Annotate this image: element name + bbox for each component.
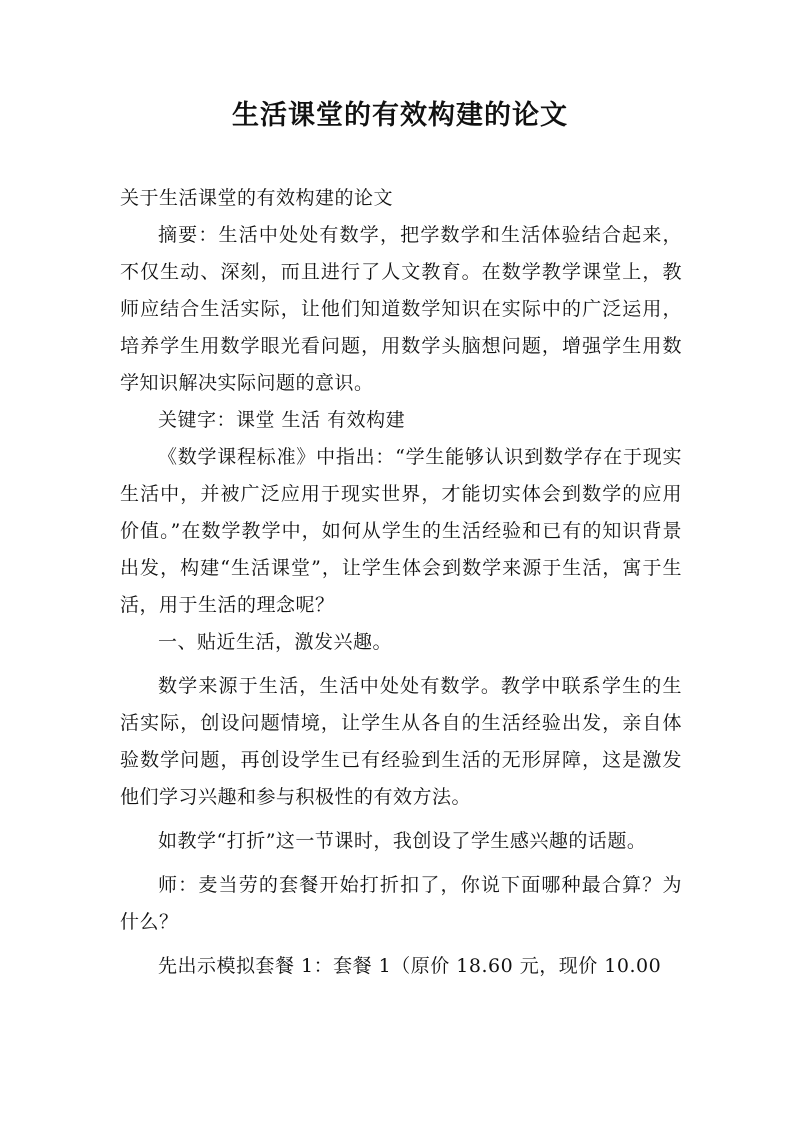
paragraph-meal-package: 先出示模拟套餐 1：套餐 1（原价 18.60 元，现价 10.00 xyxy=(158,955,662,977)
paragraph-teacher-question: 师：麦当劳的套餐开始打折扣了，你说下面哪种最合算？为什么？ xyxy=(120,874,682,933)
document-body xyxy=(120,180,682,985)
paragraph-life-math: 数学来源于生活，生活中处处有数学。教学中联系学生的生活实际，创设问题情境，让学生从各自的生活经验出发，亲自体验数学问题，再创设学生已有经验到生活的无形屏障，这是激发他们学习兴趣和参与积极性的有效方法。 xyxy=(120,675,682,808)
paragraph-keywords: 关键字：课堂 生活 有效构建 xyxy=(158,409,406,431)
document-title: 生活课堂的有效构建的论文 xyxy=(232,100,568,131)
section-heading-one: 一、贴近生活，激发兴趣。 xyxy=(158,631,393,653)
paragraph-discount-lesson: 如教学“打折”这一节课时，我创设了学生感兴趣的话题。 xyxy=(158,830,647,852)
paragraph-curriculum-standard: 《数学课程标准》中指出：“学生能够认识到数学存在于现实生活中，并被广泛应用于现实世界，才能切实体会到数学的应用价值。”在数学教学中，如何从学生的生活经验和已有的知识背景出发，构建“生活课堂”，让学生体会到数学来源于生活，寓于生活，用于生活的理念呢？ xyxy=(120,446,682,616)
paragraph-abstract: 摘要：生活中处处有数学，把学数学和生活体验结合起来，不仅生动、深刻，而且进行了人文教育。在数学教学课堂上，教师应结合生活实际，让他们知道数学知识在实际中的广泛运用，培养学生用数学眼光看问题，用数学头脑想问题，增强学生用数学知识解决实际问题的意识。 xyxy=(120,224,682,394)
paragraph-heading-line: 关于生活课堂的有效构建的论文 xyxy=(120,187,394,209)
